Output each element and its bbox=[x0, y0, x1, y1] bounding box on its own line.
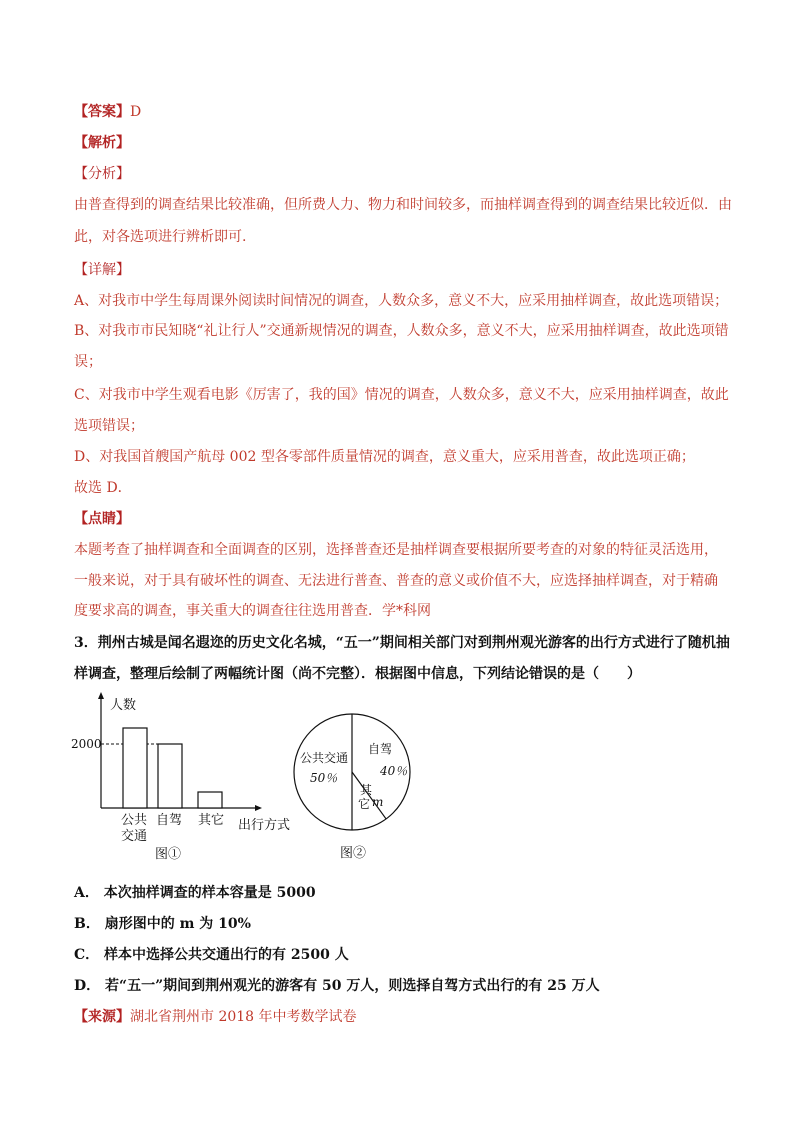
bar-0 bbox=[123, 728, 147, 808]
pie-chart bbox=[292, 700, 422, 870]
pie-value-public: 50％ bbox=[310, 771, 338, 785]
fenxi-line-2: 此，对各选项进行辨析即可. bbox=[74, 229, 247, 245]
x-axis-arrow bbox=[255, 805, 262, 811]
bar-2 bbox=[198, 792, 222, 808]
dianjing-line-1: 本题考查了抽样调查和全面调查的区别，选择普查还是抽样调查要根据所要考查的对象的特征灵活选用， bbox=[74, 542, 718, 558]
x-tick-label-2-0: 其它 bbox=[198, 813, 225, 828]
x-tick-label-1-0: 自驾 bbox=[156, 813, 183, 828]
dianjing-line-2: 一般来说，对于具有破坏性的调查、无法进行普查、普查的意义或价值不大，应选择抽样调查，对于精确 bbox=[74, 573, 718, 589]
detail-line-7: 故选 D． bbox=[74, 480, 132, 496]
bar-chart bbox=[70, 690, 300, 865]
pie-label-self: 自驾 bbox=[368, 742, 393, 756]
detail-line-4: C、对我市中学生观看电影《厉害了，我的国》情况的调查，人数众多，意义不大，应采用抽样调查，故此 bbox=[74, 387, 729, 403]
x-tick-label-0-1: 交通 bbox=[121, 829, 148, 844]
pie-value-self: 40％ bbox=[380, 764, 408, 778]
bar-chart-caption: 图① bbox=[155, 847, 182, 862]
detail-line-6: D、对我国首艘国产航母 002 型各零部件质量情况的调查，意义重大，应采用普查，故此选项正确； bbox=[74, 449, 695, 465]
x-axis-label: 出行方式 bbox=[238, 818, 291, 833]
option-a: A． 本次抽样调查的样本容量是 5000 bbox=[74, 885, 316, 901]
dianjing-line-3: 度要求高的调查，事关重大的调查往往选用普查．学*科网 bbox=[74, 603, 431, 619]
analysis-label: 【解析】 bbox=[74, 135, 130, 151]
x-tick-label-0-0: 公共 bbox=[121, 813, 148, 828]
pie-label-other-2: 它 bbox=[358, 797, 371, 811]
dianjing-label: 【点睛】 bbox=[74, 511, 130, 527]
question-line-1: 3．荆州古城是闻名遐迩的历史文化名城，“五一”期间相关部门对到荆州观光游客的出行方式进行了随机抽 bbox=[74, 635, 730, 651]
option-b: B． 扇形图中的 m 为 10% bbox=[74, 916, 251, 932]
fenxi-label: 【分析】 bbox=[74, 166, 130, 182]
source-line bbox=[74, 1006, 357, 1026]
source-label: 【来源】 bbox=[74, 1009, 130, 1025]
detail-line-5: 选项错误； bbox=[74, 418, 144, 434]
detail-label: 【详解】 bbox=[74, 262, 130, 278]
fenxi-line-1: 由普查得到的调查结果比较准确，但所费人力、物力和时间较多，而抽样调查得到的调查结果比较近似．由 bbox=[74, 197, 732, 213]
option-d: D． 若“五一”期间到荆州观光的游客有 50 万人，则选择自驾方式出行的有 25 万人 bbox=[74, 978, 600, 994]
source-value: 湖北省荆州市 2018 年中考数学试卷 bbox=[130, 1009, 357, 1025]
detail-line-2: B、对我市市民知晓“礼让行人”交通新规情况的调查，人数众多，意义不大，应采用抽样调查，故此选项错 bbox=[74, 323, 729, 339]
pie-chart-caption: 图② bbox=[340, 846, 367, 861]
answer-label: 【答案】 bbox=[74, 104, 130, 120]
y-tick-label: 2000 bbox=[71, 737, 102, 751]
y-axis-arrow bbox=[98, 692, 104, 699]
bar-1 bbox=[158, 744, 182, 808]
question-line-2: 样调查，整理后绘制了两幅统计图（尚不完整）．根据图中信息，下列结论错误的是（ ） bbox=[74, 666, 641, 682]
pie-label-other-1: 其 bbox=[360, 783, 373, 797]
option-c: C． 样本中选择公共交通出行的有 2500 人 bbox=[74, 947, 349, 963]
answer-line bbox=[74, 101, 141, 121]
pie-value-other: m bbox=[372, 795, 384, 809]
detail-line-1: A、对我市中学生每周课外阅读时间情况的调查，人数众多，意义不大，应采用抽样调查，故此选项错误； bbox=[74, 293, 729, 309]
pie-label-public: 公共交通 bbox=[300, 751, 349, 765]
detail-line-3: 误； bbox=[74, 354, 102, 370]
y-axis-label: 人数 bbox=[110, 698, 137, 713]
answer-value: D bbox=[130, 104, 142, 120]
